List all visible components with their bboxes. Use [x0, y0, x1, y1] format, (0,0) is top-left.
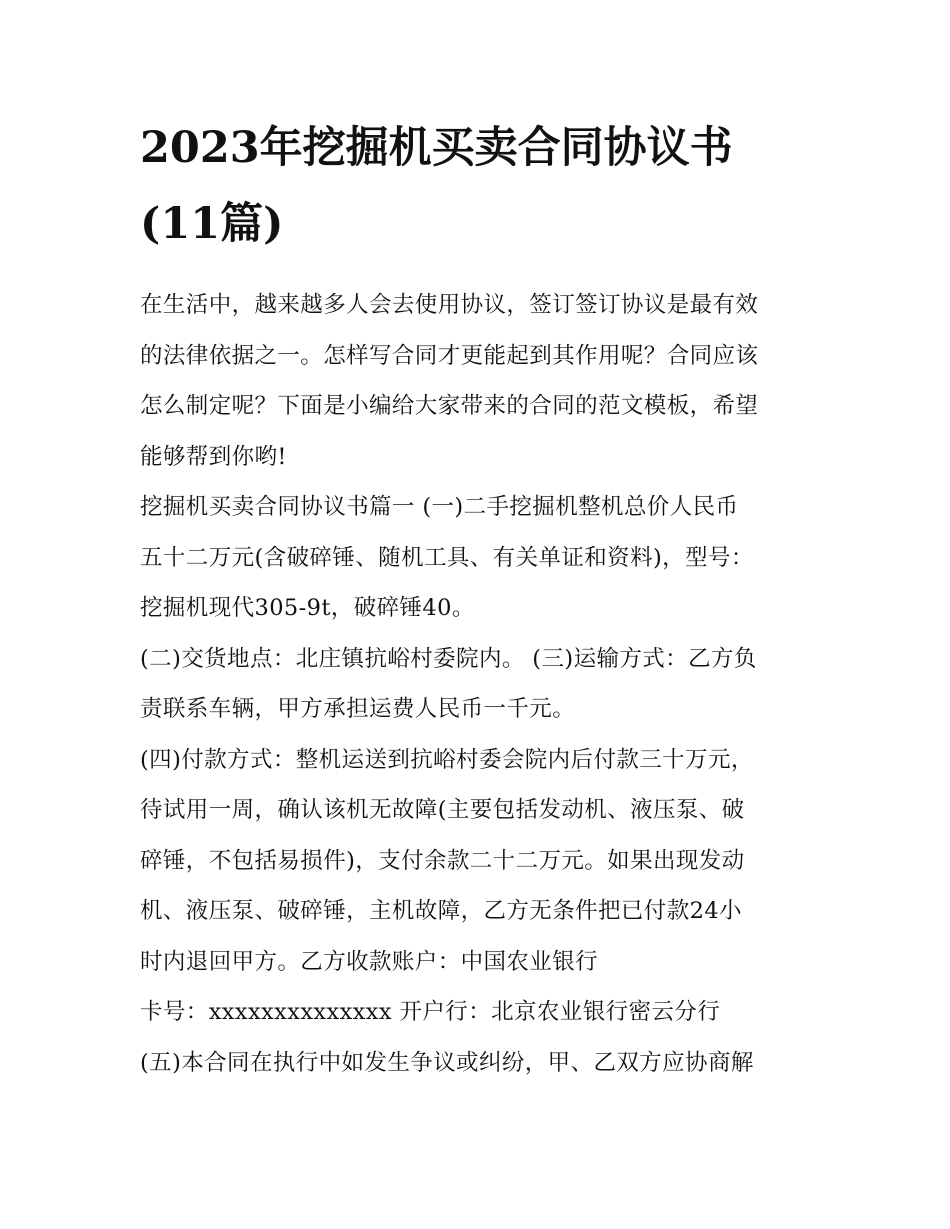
text-line: 待试用一周，确认该机无故障(主要包括发动机、液压泵、破	[140, 797, 745, 823]
text-line: 能够帮到你哟!	[140, 443, 287, 470]
text-line: 挖掘机买卖合同协议书篇一 (一)二手挖掘机整机总价人民币	[140, 494, 739, 520]
title-line: (11篇)	[140, 199, 284, 249]
title-line: 2023年挖掘机买卖合同协议书	[140, 123, 733, 173]
clause-payment-paragraph	[140, 735, 812, 988]
text-line: (二)交货地点：北庄镇抗峪村委院内。 (三)运输方式：乙方负	[140, 645, 757, 672]
account-info-paragraph	[140, 987, 812, 1038]
text-line: 在生活中，越来越多人会去使用协议，签订签订协议是最有效	[140, 292, 759, 318]
text-line: 时内退回甲方。乙方收款账户：中国农业银行	[140, 948, 599, 975]
text-line: 机、液压泵、破碎锤，主机故障，乙方无条件把已付款24小	[140, 898, 742, 924]
document-title	[140, 110, 812, 262]
text-line: (五)本合同在执行中如发生争议或纠纷，甲、乙双方应协商解	[140, 1049, 754, 1076]
text-line: 碎锤，不包括易损件)，支付余款二十二万元。如果出现发动	[140, 847, 745, 874]
intro-paragraph	[140, 280, 812, 482]
text-line: 责联系车辆，甲方承担运费人民币一千元。	[140, 696, 576, 722]
clause-delivery-paragraph	[140, 634, 812, 735]
document-page	[140, 110, 812, 1088]
text-line: 挖掘机现代305-9t，破碎锤40。	[140, 595, 475, 621]
clause-dispute-paragraph	[140, 1038, 812, 1089]
text-line: 卡号：xxxxxxxxxxxxxx 开户行：北京农业银行密云分行	[140, 999, 721, 1025]
document-body	[140, 280, 812, 1088]
text-line: 怎么制定呢？下面是小编给大家带来的合同的范文模板，希望	[140, 393, 759, 419]
clause-price-paragraph	[140, 482, 812, 634]
text-line: 的法律依据之一。怎样写合同才更能起到其作用呢？合同应该	[140, 342, 759, 369]
text-line: 五十二万元(含破碎锤、随机工具、有关单证和资料)，型号：	[140, 544, 754, 571]
text-line: (四)付款方式：整机运送到抗峪村委会院内后付款三十万元，	[140, 746, 754, 773]
